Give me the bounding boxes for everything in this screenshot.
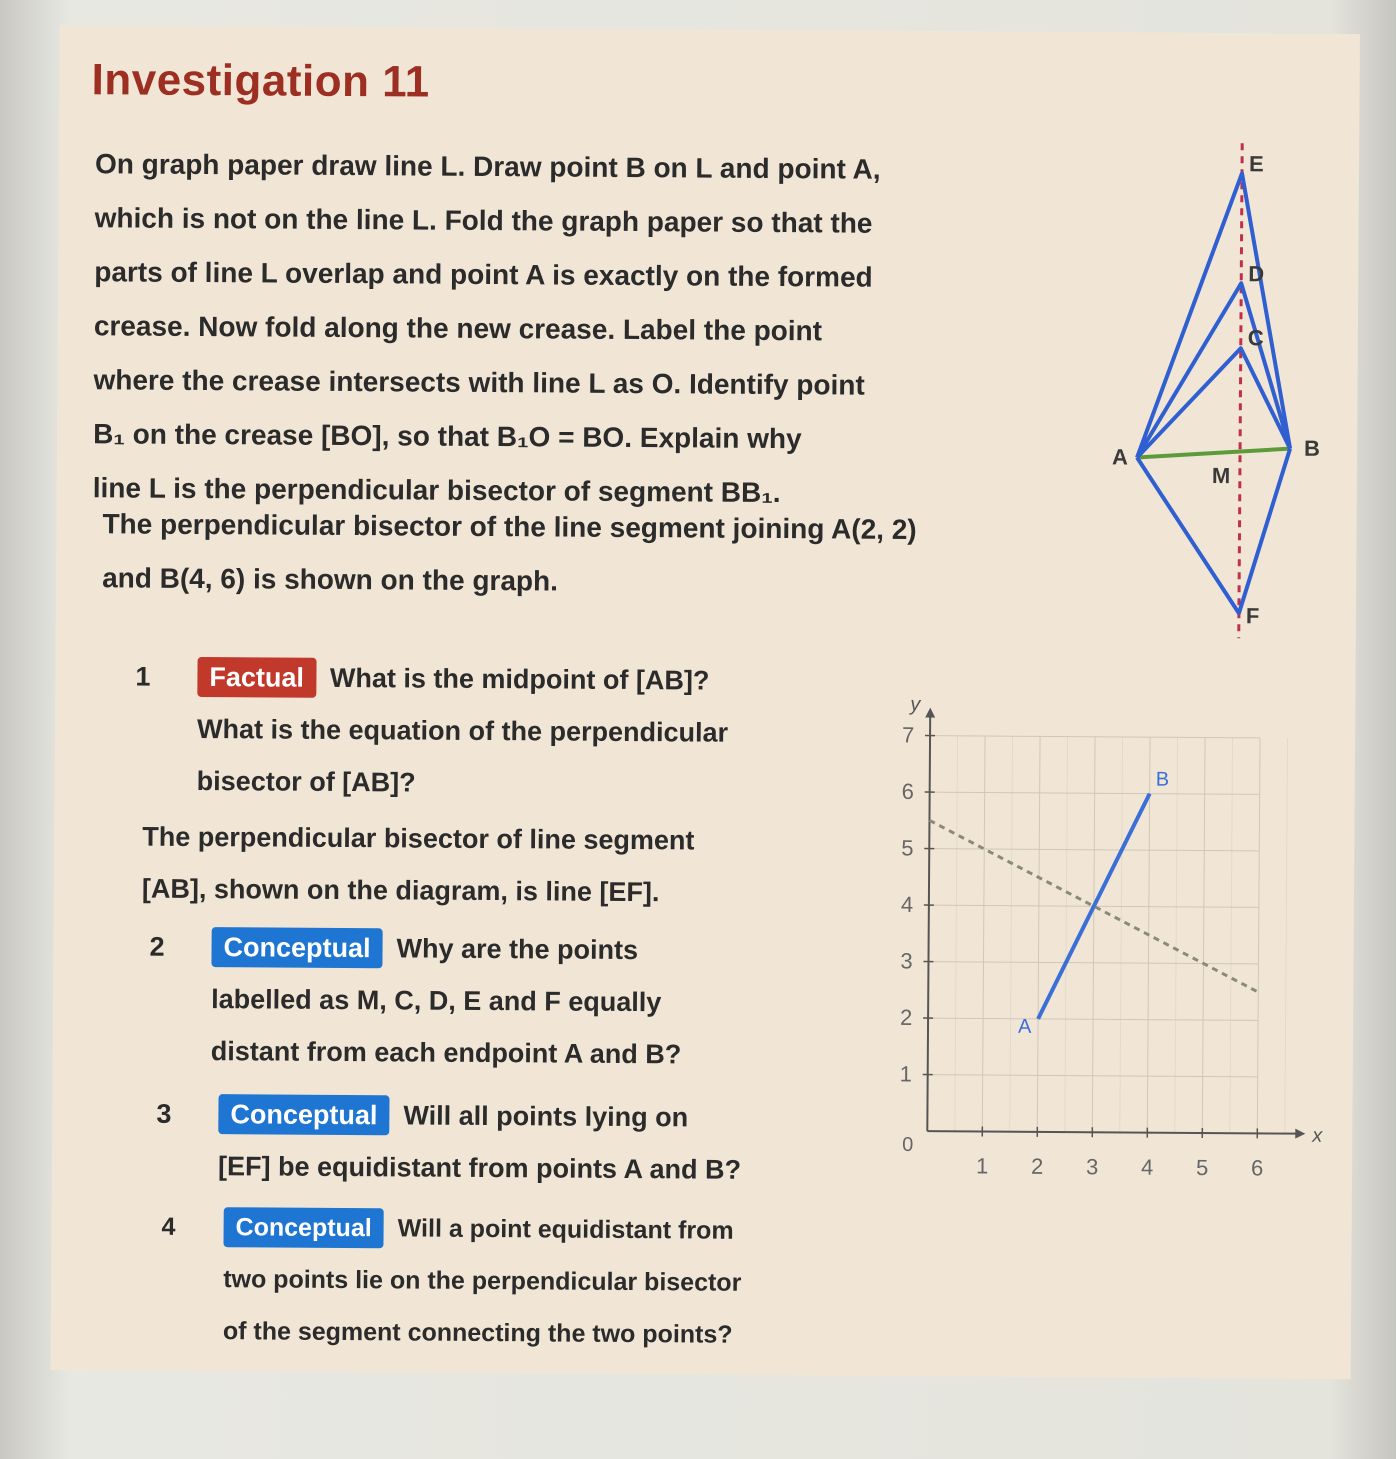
graph-axes [899,693,1326,1158]
kite-edges-c [1137,348,1291,459]
graph-series [928,792,1260,1020]
graph-grid [927,736,1287,1134]
y-tick-label: 2 [900,1004,913,1030]
question-number: 4 [161,1212,176,1241]
textbook-page [51,25,1360,1379]
intro-paragraph [93,137,1016,521]
kite-lines [1136,143,1292,639]
label-f: F [1245,603,1260,629]
intro-line: B₁ on the crease [BO], so that B₁O = BO. Explain why [93,418,802,455]
conceptual-badge: Conceptual [218,1094,389,1135]
conceptual-badge: Conceptual [211,927,382,968]
question-line: What is the equation of the perpendicular [196,713,729,748]
coordinate-graph [832,670,1323,1193]
intro-line: parts of line L overlap and point A is exactly on the formed [94,256,873,293]
y-axis [927,716,930,1131]
origin-label: 0 [902,1133,914,1156]
conceptual-badge: Conceptual [223,1207,383,1248]
grid-line-vertical [1092,737,1095,1132]
y-tick-label: 3 [900,948,913,974]
crease-line [1239,143,1242,638]
graph-intro-line: The perpendicular bisector of the line segment joining A(2, 2) [102,508,917,545]
question-number: 1 [135,661,151,692]
question-line: Why are the points [396,933,639,966]
x-tick-label: 5 [1195,1154,1209,1181]
question-line: two points lie on the perpendicular bisector [223,1265,742,1297]
question-line: bisector of [AB]? [196,765,416,798]
x-tick-label: 4 [1140,1154,1154,1180]
question-3 [156,1088,857,1185]
grid-line-vertical-minor [1120,737,1123,1132]
x-axis-label: x [1312,1124,1323,1147]
question-number: 2 [149,931,165,962]
question-line: What is the midpoint of [AB]? [329,662,710,696]
label-b: B [1303,435,1321,461]
y-tick-label: 1 [899,1061,913,1087]
graph-intro-paragraph [102,497,1023,611]
grid-line-vertical-minor [1065,737,1068,1132]
x-tick-label: 6 [1250,1155,1264,1181]
x-tick-label: 1 [975,1153,989,1179]
label-c: C [1247,325,1264,351]
question-number: 3 [156,1098,172,1129]
intro-line: crease. Now fold along the new crease. Label the point [93,310,823,347]
grid-line-vertical-minor [1175,737,1178,1132]
kite-figure [1041,122,1325,644]
grid-line-vertical [1037,736,1040,1131]
grid-line-vertical [982,736,985,1131]
graph-ticks [899,722,1266,1180]
y-tick-label: 6 [901,778,915,804]
intro-line: which is not on the line L. Fold the graph paper so that the [94,202,873,239]
kite-labels [1111,150,1322,628]
x-axis-arrow-icon [1295,1129,1305,1139]
x-tick-label: 2 [1030,1153,1044,1179]
perpendicular-bisector-paragraph [142,811,843,920]
y-tick-label: 4 [900,891,914,917]
label-a: A [1111,444,1128,470]
question-1 [135,651,856,798]
paragraph-line: [AB], shown on the diagram, is line [EF]. [141,873,660,908]
y-axis-arrow-icon [925,708,935,718]
intro-line: line L is the perpendicular bisector of segment BB₁. [92,472,781,509]
point-label-b: B [1155,768,1170,791]
intro-line: On graph paper draw line L. Draw point B on L and point A, [94,148,881,185]
question-line: [EF] be equidistant from points A and B? [217,1151,742,1185]
grid-line-vertical-minor [1230,738,1233,1133]
segment-ab [1137,448,1290,459]
question-line: Will a point equidistant from [397,1214,734,1245]
label-m: M [1211,463,1231,489]
question-2 [149,921,850,1070]
question-4 [161,1201,882,1349]
factual-badge: Factual [197,657,316,698]
grid-line-vertical-minor [955,736,958,1131]
y-tick-label: 5 [901,835,914,861]
question-line: of the segment connecting the two points? [222,1317,733,1349]
page-title: Investigation 11 [91,55,430,107]
grid-line-vertical-minor [1010,736,1013,1131]
x-tick-label: 3 [1085,1154,1099,1180]
question-line: labelled as M, C, D, E and F equally [211,984,662,1018]
grid-line-vertical [1202,738,1205,1133]
question-line: Will all points lying on [403,1100,689,1133]
label-e: E [1248,151,1264,177]
grid-line-vertical-minor [1285,738,1288,1133]
question-line: distant from each endpoint A and B? [210,1036,682,1070]
y-tick-label: 7 [901,722,915,748]
graph-intro-line: and B(4, 6) is shown on the graph. [102,562,559,597]
grid-line-vertical [1257,738,1260,1133]
label-d: D [1248,261,1265,287]
point-label-a: A [1017,1015,1032,1038]
intro-line: where the crease intersects with line L as O. Identify point [93,364,865,401]
paragraph-line: The perpendicular bisector of line segment [142,821,695,856]
y-axis-label: y [910,693,921,716]
